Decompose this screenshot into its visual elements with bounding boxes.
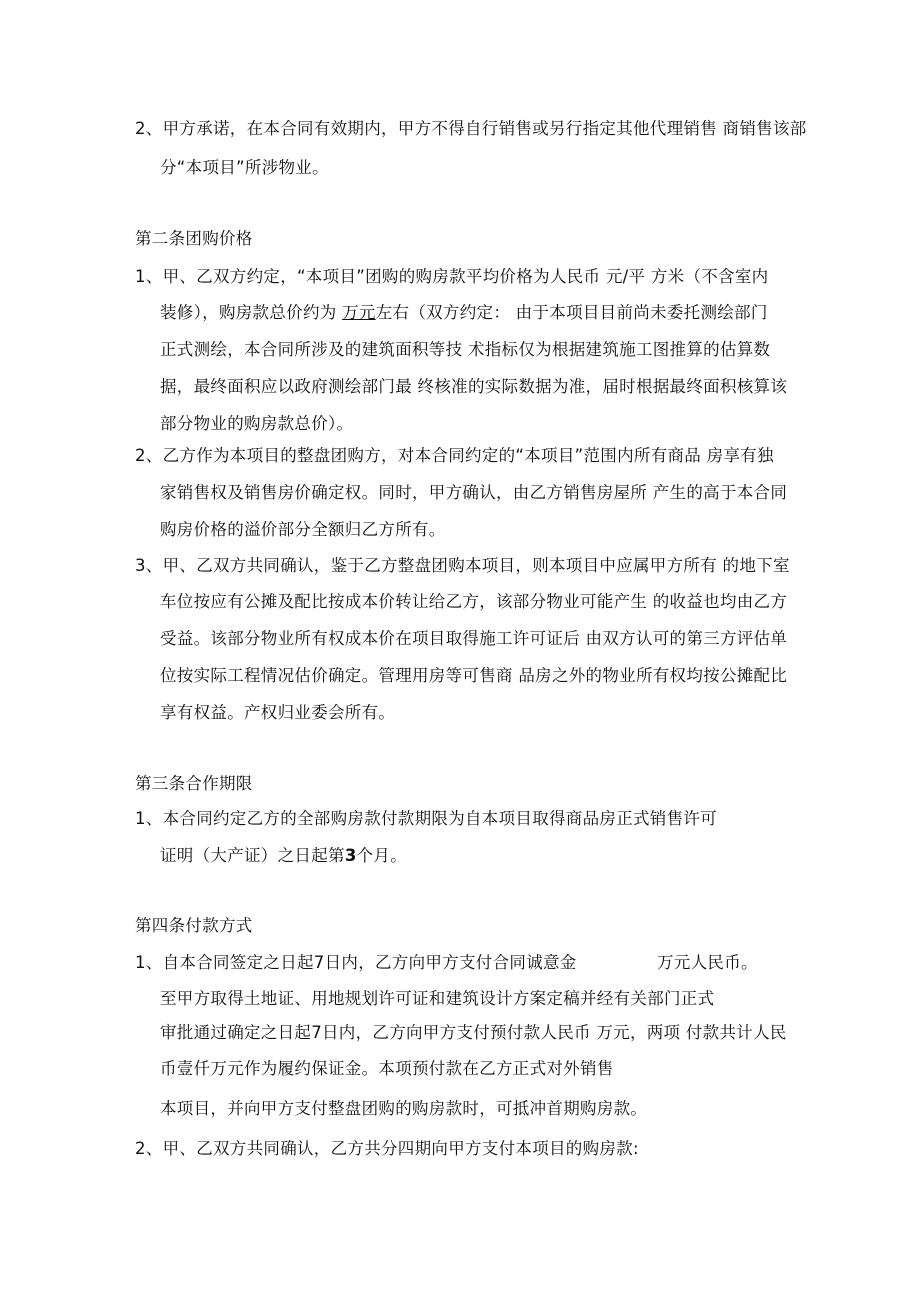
a4-item1-line1a: 1、自本合同签定之日起7日内，乙方向甲方支付合同诚意金 bbox=[135, 953, 577, 972]
a2-item2-line3: 购房价格的溢价部分全额归乙方所有。 bbox=[160, 520, 446, 539]
a2-item3-line1: 3、甲、乙双方共同确认，鉴于乙方整盘团购本项目，则本项目中应属甲方所有 的地下室 bbox=[135, 556, 790, 575]
article2-title: 第二条团购价格 bbox=[135, 229, 253, 248]
a2-item1-line1: 1、甲、乙双方约定，“本项目”团购的购房款平均价格为人民币 元/平 方米（不含室内 bbox=[135, 267, 769, 286]
a2-item3-line2: 车位按应有公摊及配比按成本价转让给乙方，该部分物业可能产生 的收益也均由乙方 bbox=[160, 592, 788, 611]
a4-item1-line2: 至甲方取得土地证、用地规划许可证和建筑设计方案定稿并经有关部门正式 bbox=[160, 989, 715, 1008]
a2-item3-line5: 享有权益。产权归业委会所有。 bbox=[160, 703, 396, 722]
a2-item1-line4: 据，最终面积应以政府测绘部门最 终核准的实际数据为准，届时根据最终面积核算该 bbox=[160, 377, 788, 396]
amount-underline: 万元 bbox=[342, 303, 376, 322]
a3-item1-line2: 证明（大产证）之日起第3个月。 bbox=[160, 846, 407, 865]
a2-item3-line4: 位按实际工程情况估价确定。管理用房等可售商 品房之外的物业所有权均按公摊配比 bbox=[160, 666, 788, 685]
a2-item2-line1: 2、乙方作为本项目的整盘团购方，对本合同约定的“本项目”范围内所有商品 房享有独 bbox=[135, 446, 774, 465]
a2-item2-line2: 家销售权及销售房价确定权。同时，甲方确认，由乙方销售房屋所 产生的高于本合同 bbox=[160, 483, 788, 502]
a4-item1-line3: 审批通过确定之日起7日内，乙方向甲方支付预付款人民币 万元，两项 付款共计人民 bbox=[160, 1023, 787, 1042]
a2-item3-line3: 受益。该部分物业所有权成本价在项目取得施工许可证后 由双方认可的第三方评估单 bbox=[160, 629, 788, 648]
a1-item2-line1: 2、甲方承诺，在本合同有效期内，甲方不得自行销售或另行指定其他代理销售 商销售该部 bbox=[135, 119, 807, 138]
a2-item1-line2: 装修），购房款总价约为 万元左右（双方约定： 由于本项目目前尚未委托测绘部门 bbox=[160, 303, 768, 322]
a4-item1-line1b: 万元人民币。 bbox=[657, 953, 758, 972]
a4-item2-line1: 2、甲、乙双方共同确认，乙方共分四期向甲方支付本项目的购房款: bbox=[135, 1139, 639, 1158]
a1-item2-line2: 分“本项目”所涉物业。 bbox=[160, 158, 329, 177]
a4-item1-line4: 币壹仟万元作为履约保证金。本项预付款在乙方正式对外销售 bbox=[160, 1059, 614, 1078]
a4-item1-line5: 本项目，并向甲方支付整盘团购的购房款时，可抵冲首期购房款。 bbox=[160, 1099, 648, 1118]
a3-item1-line1: 1、本合同约定乙方的全部购房款付款期限为自本项目取得商品房正式销售许可 bbox=[135, 809, 717, 828]
article4-title: 第四条付款方式 bbox=[135, 916, 253, 935]
article3-title: 第三条合作期限 bbox=[135, 774, 253, 793]
a2-item1-line3: 正式测绘，本合同所涉及的建筑面积等技 术指标仅为根据建筑施工图推算的估算数 bbox=[160, 340, 771, 359]
a2-item1-line5: 部分物业的购房款总价）。 bbox=[160, 414, 354, 433]
